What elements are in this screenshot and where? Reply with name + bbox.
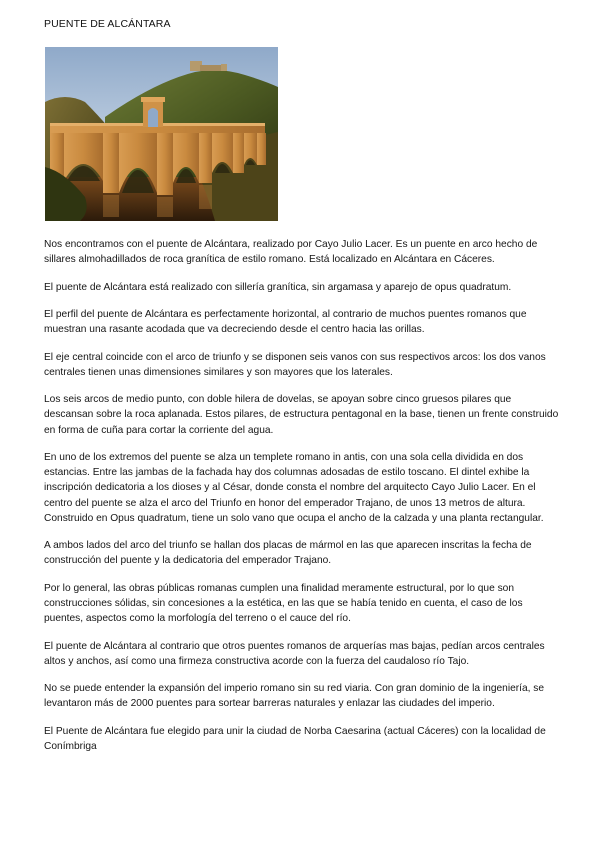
paragraph: A ambos lados del arco del triunfo se hallan dos placas de mármol en las que aparecen inscritas la fecha de construcción del puente y la dedicatoria del emperador Trajano. [44, 540, 532, 567]
page-title: PUENTE DE ALCÁNTARA [44, 18, 171, 30]
paragraph: El Puente de Alcántara fue elegido para unir la ciudad de Norba Caesarina (actual Cáceres) con la localidad de Conímbriga [44, 725, 546, 752]
paragraph: El perfil del puente de Alcántara es perfectamente horizontal, al contrario de muchos puentes romanos que muestran una rasante acodada que va decreciendo desde el centro hacia las orillas. [44, 308, 527, 336]
paragraph: Nos encontramos con el puente de Alcántara, realizado por Cayo Julio Lacer. Es un puente en arco hecho de sillares almohadillados de roca granítica de estilo romano. Está localizado en Alcántara en Cáceres. [44, 239, 538, 266]
paragraph: El puente de Alcántara al contrario que otros puentes romanos de arquerías mas bajas, pedían arcos centrales altos y anchos, así como una firmeza constructiva acorde con la fuerza del caudaloso río Tajo. [44, 640, 545, 667]
paragraph: Por lo general, las obras públicas romanas cumplen una finalidad meramente estructural, por lo que son construcciones sólidas, sin concesiones a la estética, en las que se había tenido en cuenta, el caso de los puentes, aspectos como la morfología del terreno o el cauce del río. [44, 582, 523, 625]
paragraph: El puente de Alcántara está realizado con sillería granítica, sin argamasa y aparejo de opus quadratum. [44, 281, 512, 293]
body-text [44, 237, 560, 766]
paragraph: Los seis arcos de medio punto, con doble hilera de dovelas, se apoyan sobre cinco gruesos pilares que descansan sobre la roca aplanada. Estos pilares, de estructura pentagonal en la base, tienen un frente construido en forma de cuña para cortar la corriente del agua. [44, 394, 559, 436]
paragraph: No se puede entender la expansión del imperio romano sin su red viaria. Con gran dominio de la ingeniería, se levantaron más de 2000 puentes para sortear barreras naturales y enlazar las ciudades del imperio. [44, 683, 545, 710]
paragraph: El eje central coincide con el arco de triunfo y se disponen seis vanos con sus respectivos arcos: los dos vanos centrales tienen unas dimensiones similares y son mayores que los laterales. [44, 351, 546, 378]
bridge-photo [45, 47, 278, 221]
paragraph: En uno de los extremos del puente se alza un templete romano in antis, con una sola cella dividida en dos estancias. Entre las jambas de la fachada hay dos columnas adosadas de estilo toscano. El dintel exhibe la inscripción dedicatoria a los dioses y al César, donde consta el nombre del arquitecto Cayo Julio Lacer. En el centro del puente se alza el arco del Triunfo en honor del emperador Trajano, de unos 13 metros de altura. Construido en Opus quadratum, tiene un solo vano que ocupa el ancho de la calzada y una planta rectangular. [44, 451, 544, 524]
